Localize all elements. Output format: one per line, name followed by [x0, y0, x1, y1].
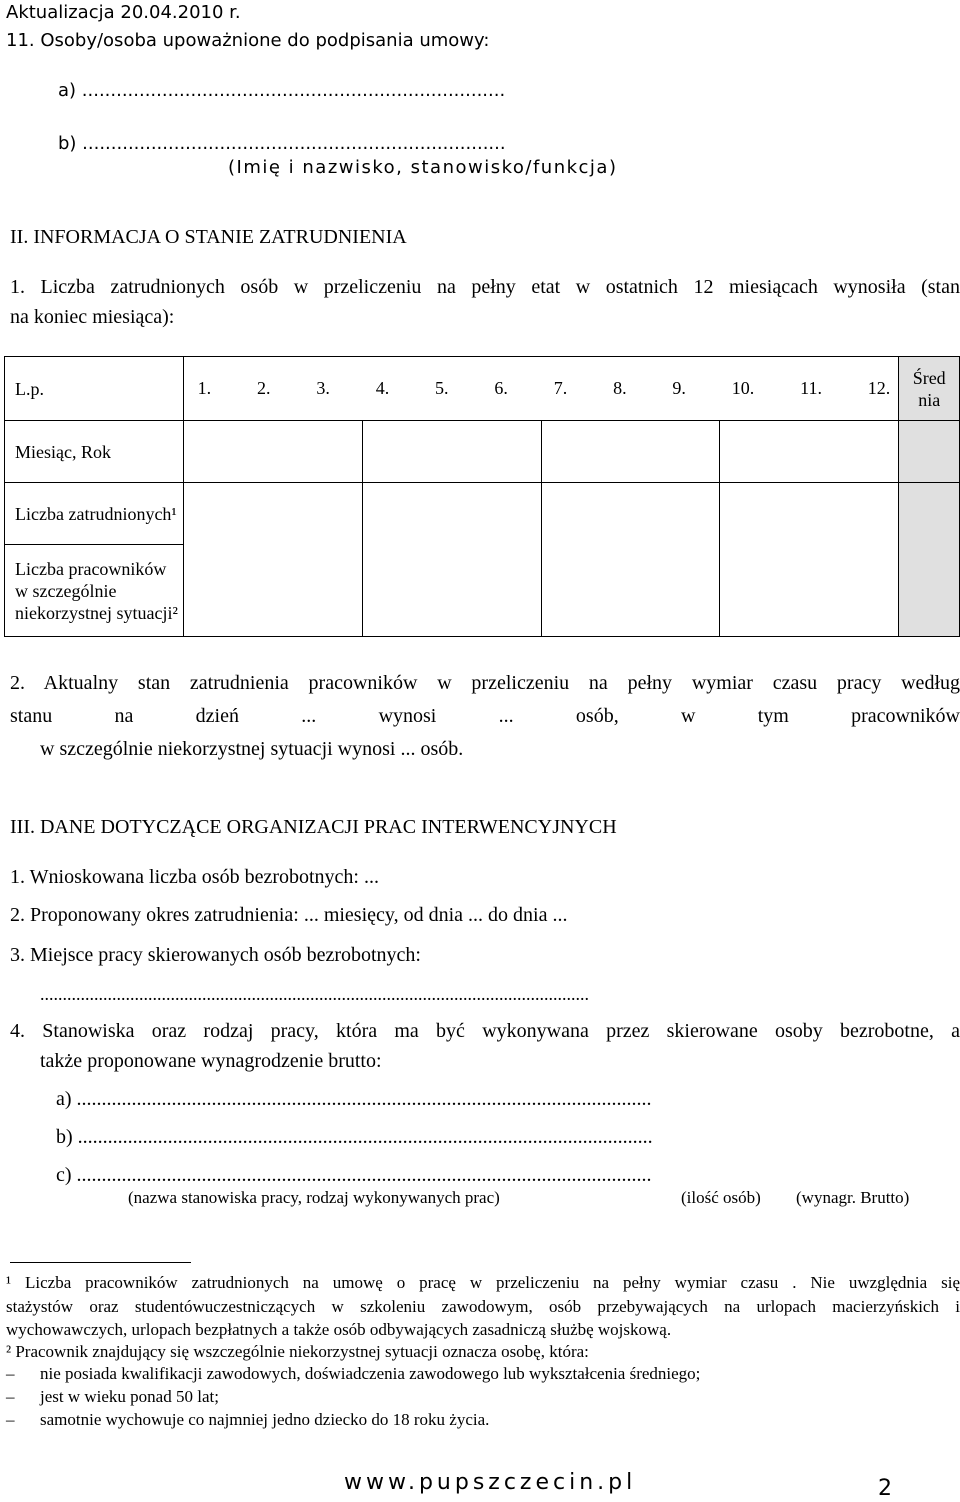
month-number-4: 4.	[375, 378, 390, 398]
section2-item1-line1: 1. Liczba zatrudnionych osób w przeliczeniu na pełny etat w ostatnich 12 miesiącach wynosiła (stan	[10, 276, 960, 298]
month-number-9: 9.	[672, 378, 686, 398]
month-number-6: 6.	[494, 378, 508, 398]
employment-table	[4, 356, 960, 637]
section3-item3: 3. Miejsce pracy skierowanych osób bezrobotnych:	[10, 944, 421, 966]
dash-bullet-icon: –	[6, 1364, 15, 1383]
footnote2-item-1	[6, 1364, 700, 1384]
footnote-separator	[10, 1262, 191, 1263]
section3-item3-dots: ..........................................................................................................................	[40, 984, 589, 1004]
table-header-row	[5, 357, 960, 421]
cell-employed-average	[899, 483, 960, 637]
section2-item1-line2: na koniec miesiąca):	[10, 306, 175, 328]
cell-month-7-9	[541, 421, 720, 483]
month-number-12: 12.	[867, 378, 891, 398]
page-number: 2	[878, 1476, 892, 1501]
signature-a-text: a) ..........................................................................	[58, 80, 506, 101]
month-number-8: 8.	[613, 378, 627, 398]
row-label-employed: Liczba zatrudnionych¹	[5, 483, 184, 545]
signature-line-b	[58, 133, 506, 154]
footnote2-item-text: nie posiada kwalifikacji zawodowych, doświadczenia zawodowego lub wykształcenia średniego;	[40, 1364, 701, 1383]
month-number-10: 10.	[731, 378, 755, 398]
section2-item2-line1: 2. Aktualny stan zatrudnienia pracowników w przeliczeniu na pełny wymiar czasu pracy według	[10, 672, 960, 694]
section2-item2-line2: stanu na dzień ... wynosi ... osób, w tym pracowników	[10, 705, 960, 727]
caption-count: (ilość osób)	[681, 1188, 761, 1207]
footnote1-line2: stażystów oraz studentówuczestniczących w szkoleniu zawodowym, osób przebywających na urlopach macierzyńskich i	[6, 1297, 960, 1316]
cell-month-10-12	[720, 421, 899, 483]
footnote1-line3: wychowawczych, urlopach bezpłatnych a także osób odbywających zasadniczą służbę wojskową.	[6, 1320, 672, 1339]
cell-month-average	[899, 421, 960, 483]
month-number-5: 5.	[435, 378, 449, 398]
month-number-2: 2.	[257, 378, 271, 398]
footnote2-item-3	[6, 1410, 489, 1430]
table-row-employed	[5, 483, 960, 545]
cell-month-1-3	[183, 421, 362, 483]
signature-line-a	[58, 80, 505, 101]
footer-url[interactable]: www.pupszczecin.pl	[344, 1470, 637, 1495]
update-date: Aktualizacja 20.04.2010 r.	[6, 2, 241, 23]
cell-employed-4-6	[362, 483, 541, 637]
lp-header: L.p.	[5, 357, 184, 421]
section3-item4-line2: także proponowane wynagrodzenie brutto:	[40, 1050, 382, 1072]
signature-b-text: b) ..........................................................................	[58, 133, 506, 154]
signature-caption: (Imię i nazwisko, stanowisko/funkcja)	[228, 157, 618, 178]
footnote2-item-2	[6, 1387, 219, 1407]
footnote2-item-text: samotnie wychowuje co najmniej jedno dziecko do 18 roku życia.	[40, 1410, 490, 1429]
cell-month-4-6	[362, 421, 541, 483]
caption-salary: (wynagr. Brutto)	[796, 1188, 910, 1207]
section11-label: 11. Osoby/osoba upoważnione do podpisania umowy:	[6, 30, 490, 51]
footnote2-intro: ² Pracownik znajdujący się wszczególnie niekorzystnej sytuacji oznacza osobę, która:	[6, 1342, 589, 1361]
row-label-month: Miesiąc, Rok	[5, 421, 184, 483]
month-number-3: 3.	[316, 378, 330, 398]
table-row-month	[5, 421, 960, 483]
footnote1-line1: ¹ Liczba pracowników zatrudnionych na umowę o pracę w przeliczeniu na pełny wymiar czasu . Nie uwzględnia się	[6, 1273, 960, 1292]
month-number-11: 11.	[800, 378, 822, 398]
month-number-7: 7.	[553, 378, 568, 398]
position-row-a: a) ...................................................................................................................	[56, 1088, 652, 1110]
section2-item2-line3: w szczególnie niekorzystnej sytuacji wynosi ... osób.	[40, 738, 464, 760]
month-number-header	[183, 357, 899, 421]
section3-item2: 2. Proponowany okres zatrudnienia: ... miesięcy, od dnia ... do dnia ...	[10, 904, 568, 926]
dash-bullet-icon: –	[6, 1410, 15, 1429]
average-header	[899, 357, 960, 421]
footnote2-item-text: jest w wieku ponad 50 lat;	[40, 1387, 219, 1406]
row-label-special: Liczba pracowników w szczególnie niekorzystnej sytuacji²	[5, 545, 184, 637]
position-row-c: c) ...................................................................................................................	[56, 1164, 652, 1186]
cell-employed-7-9	[541, 483, 720, 637]
cell-employed-10-12	[720, 483, 899, 637]
section3-heading: III. DANE DOTYCZĄCE ORGANIZACJI PRAC INTERWENCYJNYCH	[10, 816, 617, 838]
section3-item1: 1. Wnioskowana liczba osób bezrobotnych: ...	[10, 866, 379, 888]
cell-employed-1-3	[183, 483, 362, 637]
section2-heading: II. INFORMACJA O STANIE ZATRUDNIENIA	[10, 226, 407, 248]
average-label-2: nia	[918, 389, 941, 410]
caption-position: (nazwa stanowiska pracy, rodzaj wykonywanych prac)	[128, 1188, 500, 1207]
section3-item4-line1: 4. Stanowiska oraz rodzaj pracy, która ma być wykonywana przez skierowane osoby bezrobotne, a	[10, 1020, 960, 1042]
position-row-b: b) ...................................................................................................................	[56, 1126, 653, 1148]
month-number-1: 1.	[197, 378, 212, 398]
average-label-1: Śred	[912, 367, 946, 388]
dash-bullet-icon: –	[6, 1387, 15, 1406]
